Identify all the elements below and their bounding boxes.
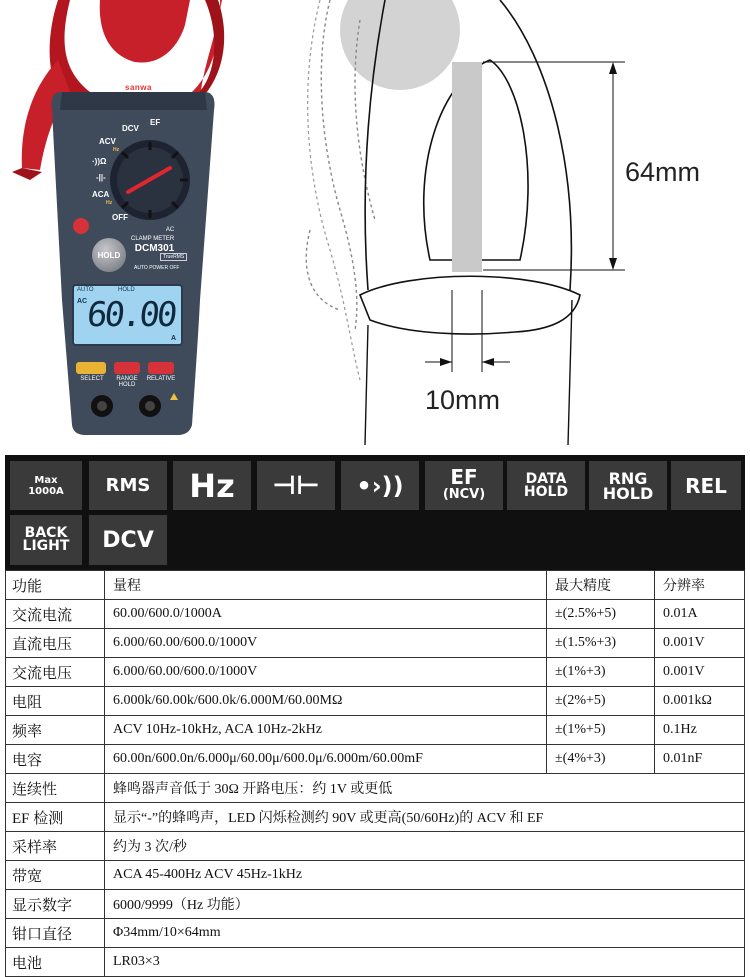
brand-logo: sanwa — [125, 83, 152, 92]
cell-resolution: 0.01nF — [655, 745, 745, 774]
key-label-relative: RELATIVE — [146, 376, 176, 382]
cell-range: 60.00/600.0/1000A — [105, 600, 547, 629]
cell-function: 采样率 — [6, 832, 105, 861]
dial-label-dcv: DCV — [122, 124, 139, 133]
jaw-outline-drawing — [300, 0, 750, 445]
key-label-select: SELECT — [80, 376, 104, 382]
table-row — [6, 629, 745, 658]
cell-accuracy: ±(4%+3) — [547, 745, 655, 774]
table-row — [6, 832, 745, 861]
cell-range: 6.000k/60.00k/600.0k/6.000M/60.00MΩ — [105, 687, 547, 716]
cell-function: 连续性 — [6, 774, 105, 803]
cell-function: 电容 — [6, 745, 105, 774]
feature-continuity-icon: •›)) — [341, 461, 419, 510]
table-row — [6, 948, 745, 977]
feature-ef-ncv: EF (NCV) — [425, 461, 503, 510]
model-badge: AC CLAMP METER DCM301 — [131, 227, 175, 254]
key-label-range-hold: RANGE HOLD — [116, 376, 138, 388]
lcd-auto: AUTO — [77, 287, 94, 293]
cell-function: 频率 — [6, 716, 105, 745]
jaw-height-label: 64mm — [625, 157, 701, 187]
feature-dcv: DCV — [89, 515, 167, 565]
feature-backlight: BACK LIGHT — [10, 515, 82, 565]
cell-accuracy: ±(2.5%+5) — [547, 600, 655, 629]
table-row — [6, 716, 745, 745]
feature-range-hold: RNG HOLD — [589, 461, 667, 510]
cell-function: 电阻 — [6, 687, 105, 716]
cell-description: ACA 45-400Hz ACV 45Hz-1kHz — [105, 861, 745, 890]
auto-power-off-label: AUTO POWER OFF — [134, 265, 180, 271]
table-header-row — [6, 571, 745, 600]
feature-rel: REL — [671, 461, 741, 510]
dial-label-ef: EF — [150, 118, 161, 127]
cell-range: 6.000/60.00/600.0/1000V — [105, 629, 547, 658]
feature-data-hold: DATA HOLD — [507, 461, 585, 510]
table-row — [6, 919, 745, 948]
header-function: 功能 — [6, 571, 105, 600]
cell-function: 直流电压 — [6, 629, 105, 658]
dial-label-acv: ACV Hz — [99, 137, 120, 153]
cell-accuracy: ±(1.5%+3) — [547, 629, 655, 658]
table-row — [6, 803, 745, 832]
feature-capacitance-icon: ⊣⊢ — [257, 461, 335, 510]
cell-resolution: 0.001V — [655, 658, 745, 687]
header-resolution: 分辨率 — [655, 571, 745, 600]
cell-description: LR03×3 — [105, 948, 745, 977]
cell-description: 6000/9999（Hz 功能） — [105, 890, 745, 919]
table-row — [6, 774, 745, 803]
dial-label-capacitance: -||- — [96, 173, 106, 182]
cell-description: 显示“-”的蜂鸣声，LED 闪烁检测约 90V 或更高(50/60Hz)的 ACV 和 EF — [105, 803, 745, 832]
dial-label-aca: ACA Hz — [92, 190, 113, 206]
hold-button: HOLD — [92, 238, 126, 272]
table-row — [6, 745, 745, 774]
cell-accuracy: ±(1%+3) — [547, 658, 655, 687]
cell-accuracy: ±(1%+5) — [547, 716, 655, 745]
true-rms-badge: TrueRMS — [160, 253, 187, 261]
feature-rms: RMS — [89, 461, 167, 510]
clamp-meter-photo — [0, 0, 300, 450]
dial-label-ohm: ·))Ω — [92, 157, 107, 166]
table-row — [6, 658, 745, 687]
table-row — [6, 687, 745, 716]
lcd-unit: A — [170, 335, 176, 342]
cell-range: ACV 10Hz-10kHz, ACA 10Hz-2kHz — [105, 716, 547, 745]
cell-description: 蜂鸣器声音低于 30Ω 开路电压：约 1V 或更低 — [105, 774, 745, 803]
header-accuracy: 最大精度 — [547, 571, 655, 600]
clamp-meter-body — [0, 0, 300, 450]
feature-icon-bar — [5, 455, 745, 571]
specification-table-body — [6, 571, 745, 977]
table-row — [6, 890, 745, 919]
cell-range: 60.00n/600.0n/6.000μ/60.00μ/600.0μ/6.000m/60.00mF — [105, 745, 547, 774]
cell-function: EF 检测 — [6, 803, 105, 832]
cell-function: 显示数字 — [6, 890, 105, 919]
cell-function: 钳口直径 — [6, 919, 105, 948]
lcd-ac: AC — [77, 298, 88, 305]
cell-resolution: 0.001kΩ — [655, 687, 745, 716]
table-row — [6, 600, 745, 629]
jaw-dimension-diagram — [300, 0, 750, 445]
cell-function: 电池 — [6, 948, 105, 977]
cell-resolution: 0.001V — [655, 629, 745, 658]
lcd-display — [72, 284, 183, 346]
feature-max-1000a: Max 1000A — [10, 461, 82, 510]
header-range: 量程 — [105, 571, 547, 600]
cell-function: 带宽 — [6, 861, 105, 890]
cell-function: 交流电流 — [6, 600, 105, 629]
specification-table — [5, 570, 745, 977]
cell-range: 6.000/60.00/600.0/1000V — [105, 658, 547, 687]
cell-accuracy: ±(2%+5) — [547, 687, 655, 716]
lcd-hold: HOLD — [118, 287, 135, 293]
feature-hz: Hz — [173, 461, 251, 510]
table-row — [6, 861, 745, 890]
lcd-reading: 60.00 — [84, 295, 177, 335]
cell-function: 交流电压 — [6, 658, 105, 687]
cell-description: Φ34mm/10×64mm — [105, 919, 745, 948]
cell-resolution: 0.1Hz — [655, 716, 745, 745]
cell-description: 约为 3 次/秒 — [105, 832, 745, 861]
dial-label-off: OFF — [112, 213, 128, 222]
jaw-width-label: 10mm — [425, 385, 501, 415]
cell-resolution: 0.01A — [655, 600, 745, 629]
